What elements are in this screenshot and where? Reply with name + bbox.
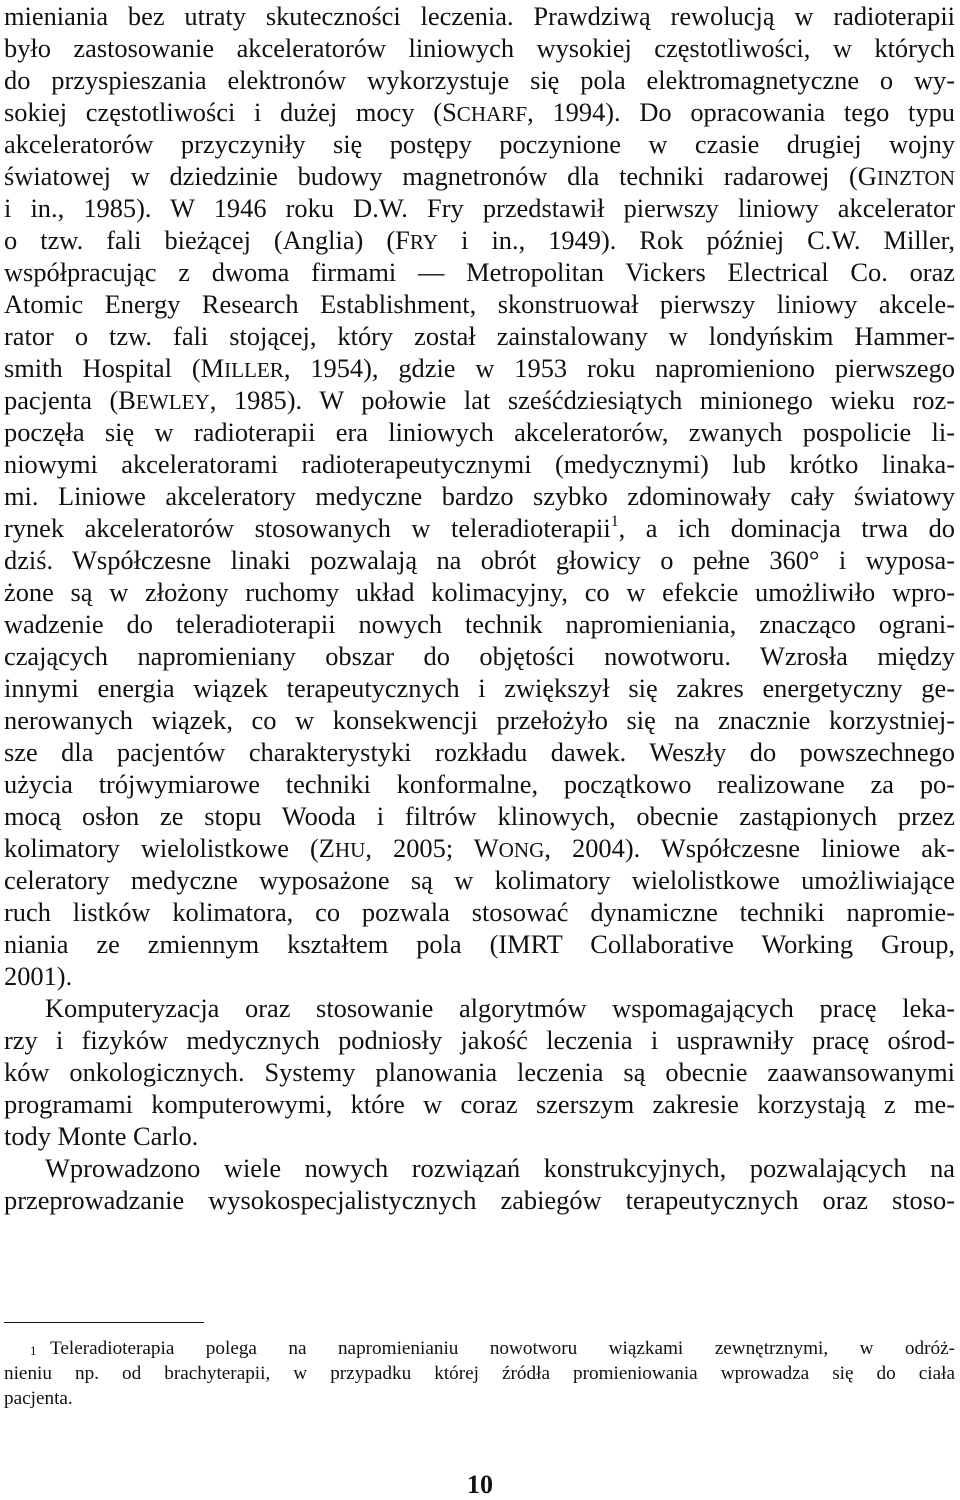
author-smallcaps: HU (334, 838, 366, 862)
footnote-line: pacjenta. (4, 1388, 73, 1409)
footnote-line: nieniu np. od brachyterapii, w przypadku której źródła promieniowania wprowadza się do ciała (4, 1363, 955, 1384)
body-line: użycia trójwymiarowe techniki konformalne, początkowo realizowane za po- (4, 769, 955, 799)
body-line: ków onkologicznych. Systemy planowania leczenia są obecnie zaawansowanymi (4, 1057, 955, 1087)
body-line: czających napromieniany obszar do objętości nowotworu. Wzrosła między (4, 641, 955, 671)
author-smallcaps: ONG (498, 838, 545, 862)
body-line: było zastosowanie akceleratorów liniowych wysokiej częstotliwości, w których (4, 33, 955, 63)
body-line: Atomic Energy Research Establishment, skonstruował pierwszy liniowy akcele- (4, 289, 955, 319)
body-line: i in., 1985). W 1946 roku D.W. Fry przedstawił pierwszy liniowy akcelerator (4, 193, 955, 223)
text-run: , 1954), gdzie w 1953 roku napromieniono pierwszego (283, 353, 955, 383)
text-run: smith Hospital (M (4, 353, 225, 383)
text-run: i in., 1949). Rok później C.W. Miller, (438, 225, 955, 255)
author-smallcaps: EWLEY (135, 390, 210, 414)
text-run: rynek akceleratorów stosowanych w teleradioterapii (4, 513, 611, 543)
body-line: mi. Liniowe akceleratory medyczne bardzo szybko zdominowały cały światowy (4, 481, 955, 511)
footnote-rule (4, 1322, 204, 1323)
author-smallcaps: CHARF (456, 102, 528, 126)
body-line: mieniania bez utraty skuteczności leczenia. Prawdziwą rewolucją w radioterapii (4, 1, 955, 31)
paragraph-first-line: Wprowadzono wiele nowych rozwiązań konstrukcyjnych, pozwalających na (45, 1153, 955, 1183)
body-line: mocą osłon ze stopu Wooda i filtrów klinowych, obecnie zastąpionych przez (4, 801, 955, 831)
body-line: niowymi akceleratorami radioterapeutycznymi (medycznymi) lub krótko linaka- (4, 449, 955, 479)
footnote-reference: 1 (610, 512, 619, 530)
footnote-marker: 1 (30, 1343, 37, 1358)
footnote-line: Teleradioterapia polega na napromienianiu nowotworu wiązkami zewnętrznymi, w odróż- (50, 1338, 955, 1359)
text-run: , 2004). Współczesne liniowe ak- (544, 833, 955, 863)
body-line: dziś. Współczesne linaki pozwalają na obrót głowicy o pełne 360° i wyposa- (4, 545, 955, 575)
body-line-last: tody Monte Carlo. (4, 1121, 199, 1151)
author-smallcaps: ILLER (224, 358, 284, 382)
text-run: światowej w dziedzinie budowy magnetronów dla techniki radarowej (G (4, 161, 877, 191)
body-line: poczęła się w radioterapii era liniowych akceleratorów, zwanych pospolicie li- (4, 417, 955, 447)
body-line: żone są w złożony ruchomy układ kolimacyjny, co w efekcie umożliwiło wpro- (4, 577, 955, 607)
paragraph-first-line: Komputeryzacja oraz stosowanie algorytmów wspomagających pracę leka- (45, 993, 955, 1023)
text-run: kolimatory wielolistkowe (Z (4, 833, 335, 863)
page-number: 10 (467, 1470, 493, 1499)
body-line: przeprowadzanie wysokospecjalistycznych zabiegów terapeutycznych oraz stoso- (4, 1185, 955, 1215)
body-line: niania ze zmiennym kształtem pola (IMRT Collaborative Working Group, (4, 929, 955, 959)
text-run: sokiej częstotliwości i dużej mocy (S (4, 97, 457, 127)
body-line: celeratory medyczne wyposażone są w kolimatory wielolistkowe umożliwiające (4, 865, 955, 895)
body-line (4, 224, 955, 258)
body-line (4, 832, 955, 866)
body-line: ruch listków kolimatora, co pozwala stosować dynamiczne techniki napromie- (4, 897, 955, 927)
body-line: nerowanych wiązek, co w konsekwencji przełożyło się na znacznie korzystniej- (4, 705, 955, 735)
body-line-last: 2001). (4, 961, 73, 991)
text-run: pacjenta (B (4, 385, 136, 415)
body-line: współpracując z dwoma firmami — Metropolitan Vickers Electrical Co. oraz (4, 257, 955, 287)
text-run: , a ich dominacja trwa do (618, 513, 955, 543)
author-smallcaps: INZTON (876, 166, 955, 190)
body-line (4, 384, 955, 418)
body-line: rator o tzw. fali stojącej, który został zainstalowany w londyńskim Hammer- (4, 321, 955, 351)
body-line (4, 512, 955, 544)
body-line: wadzenie do teleradioterapii nowych technik napromieniania, znacząco ograni- (4, 609, 955, 639)
text-run: , 1985). W połowie lat sześćdziesiątych minionego wieku roz- (209, 385, 955, 415)
body-line: akceleratorów przyczyniły się postępy poczynione w czasie drugiej wojny (4, 129, 955, 159)
body-line: do przyspieszania elektronów wykorzystuje się pola elektromagnetyczne o wy- (4, 65, 955, 95)
author-smallcaps: RY (409, 230, 439, 254)
body-line (4, 96, 955, 130)
body-line: innymi energia wiązek terapeutycznych i zwiększył się zakres energetyczny ge- (4, 673, 955, 703)
text-run: , 2005; W (365, 833, 499, 863)
body-line: programami komputerowymi, które w coraz szerszym zakresie korzystają z me- (4, 1089, 955, 1119)
text-run: , 1994). Do opracowania tego typu (527, 97, 955, 127)
body-line: rzy i fizyków medycznych podniosły jakość leczenia i usprawniły pracę ośrod- (4, 1025, 955, 1055)
text-run: o tzw. fali bieżącej (Anglia) (F (4, 225, 410, 255)
body-line (4, 160, 955, 194)
body-line: sze dla pacjentów charakterystyki rozkładu dawek. Weszły do powszechnego (4, 737, 955, 767)
body-line (4, 352, 955, 386)
